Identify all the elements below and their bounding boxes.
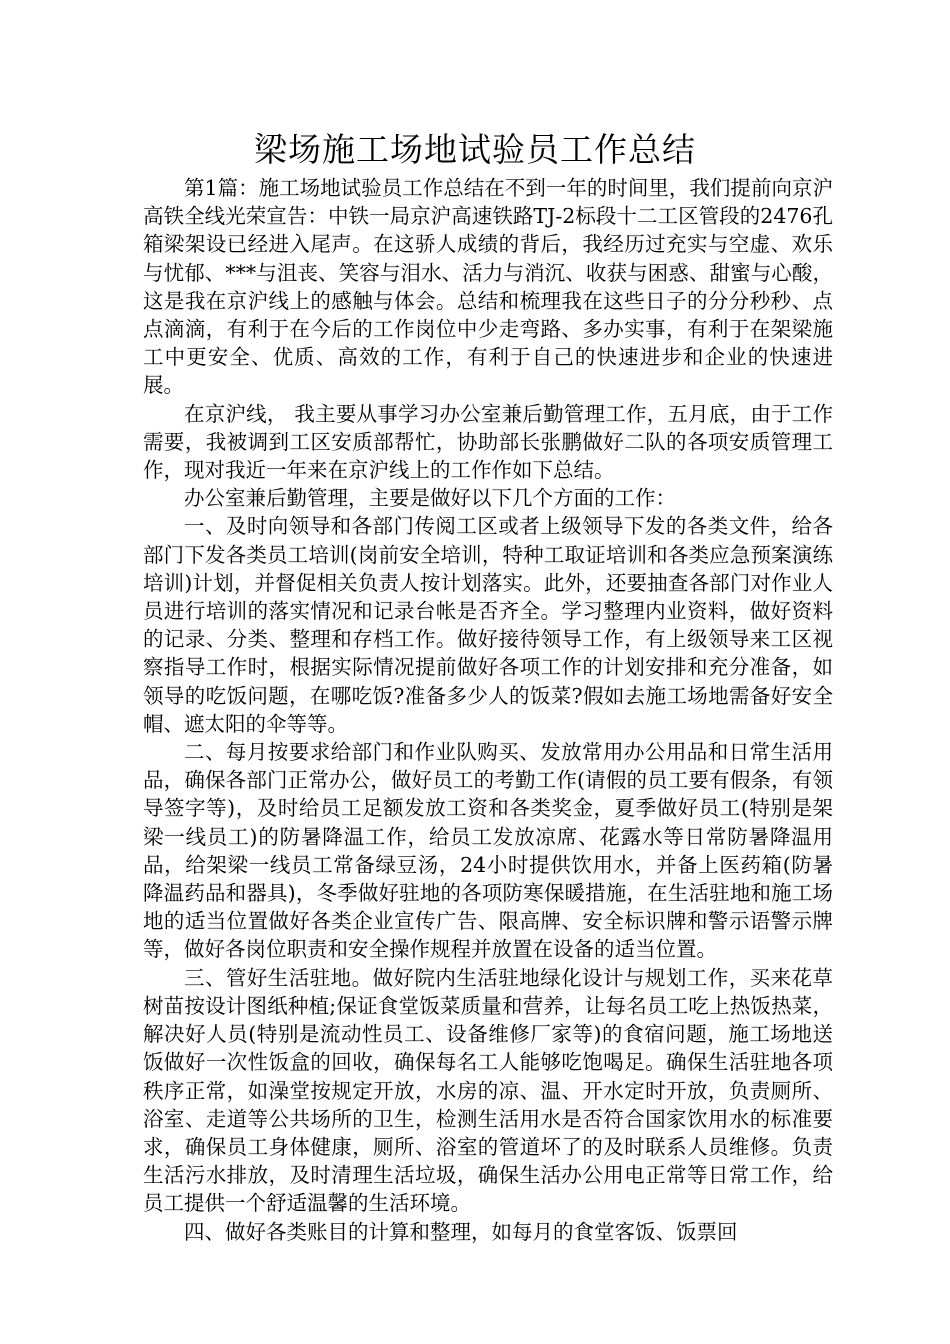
paragraph-overview: 办公室兼后勤管理，主要是做好以下几个方面的工作： xyxy=(184,486,676,511)
document-body xyxy=(143,174,833,1246)
paragraph-item-4: 四、做好各类账目的计算和整理，如每月的食堂客饭、饭票回 xyxy=(184,1219,738,1244)
document-title: 梁场施工场地试验员工作总结 xyxy=(254,130,696,169)
paragraph-item-1: 一、及时向领导和各部门传阅工区或者上级领导下发的各类文件，给各部门下发各类员工培训(岗前安全培训，特种工取证培训和各类应急预案演练培训)计划，并督促相关负责人按计划落实。此外，还要抽查各部门对作业人员进行培训的落实情况和记录台帐是否齐全。学习整理内业资料，做好资料的记录、分类、整理和存档工作。做好接待领导工作，有上级领导来工区视察指导工作时，根据实际情况提前做好各项工作的计划安排和充分准备，如领导的吃饭问题，在哪吃饭?准备多少人的饭菜?假如去施工场地需备好安全帽、遮太阳的伞等等。 xyxy=(143,514,833,736)
paragraph-intro: 第1篇：施工场地试验员工作总结在不到一年的时间里，我们提前向京沪高铁全线光荣宣告：中铁一局京沪高速铁路TJ-2标段十二工区管段的2476孔箱梁架设已经进入尾声。在这骄人成绩的背后，我经历过充实与空虚、欢乐与忧郁、***与沮丧、笑容与泪水、活力与消沉、收获与困惑、甜蜜与心酸，这是我在京沪线上的感触与体会。总结和梳理我在这些日子的分分秒秒、点点滴滴，有利于在今后的工作岗位中少走弯路、多办实事，有利于在架梁施工中更安全、优质、高效的工作，有利于自己的快速进步和企业的快速进展。 xyxy=(143,176,833,398)
paragraph-item-3: 三、管好生活驻地。做好院内生活驻地绿化设计与规划工作，买来花草树苗按设计图纸种植;保证食堂饭菜质量和营养，让每名员工吃上热饭热菜，解决好人员(特别是流动性员工、设备维修厂家等)的食宿问题，施工场地送饭做好一次性饭盒的回收，确保每名工人能够吃饱喝足。确保生活驻地各项秩序正常，如澡堂按规定开放，水房的凉、温、开水定时开放，负责厕所、浴室、走道等公共场所的卫生，检测生活用水是否符合国家饮用水的标准要求，确保员工身体健康，厕所、浴室的管道坏了的及时联系人员维修。负责生活污水排放，及时清理生活垃圾，确保生活办公用电正常等日常工作，给员工提供一个舒适温馨的生活环境。 xyxy=(143,965,833,1216)
paragraph-role: 在京沪线， 我主要从事学习办公室兼后勤管理工作，五月底，由于工作需要，我被调到工区安质部帮忙，协助部长张鹏做好二队的各项安质管理工作，现对我近一年来在京沪线上的工作作如下总结。 xyxy=(143,401,833,483)
paragraph-item-2: 二、每月按要求给部门和作业队购买、发放常用办公用品和日常生活用品，确保各部门正常办公，做好员工的考勤工作(请假的员工要有假条，有领导签字等)，及时给员工足额发放工资和各类奖金，夏季做好员工(特别是架梁一线员工)的防暑降温工作，给员工发放凉席、花露水等日常防暑降温用品，给架梁一线员工常备绿豆汤，24小时提供饮用水，并备上医药箱(防暑降温药品和器具)，冬季做好驻地的各项防寒保暖措施，在生活驻地和施工场地的适当位置做好各类企业宣传广告、限高牌、安全标识牌和警示语警示牌等，做好各岗位职责和安全操作规程并放置在设备的适当位置。 xyxy=(143,740,833,962)
